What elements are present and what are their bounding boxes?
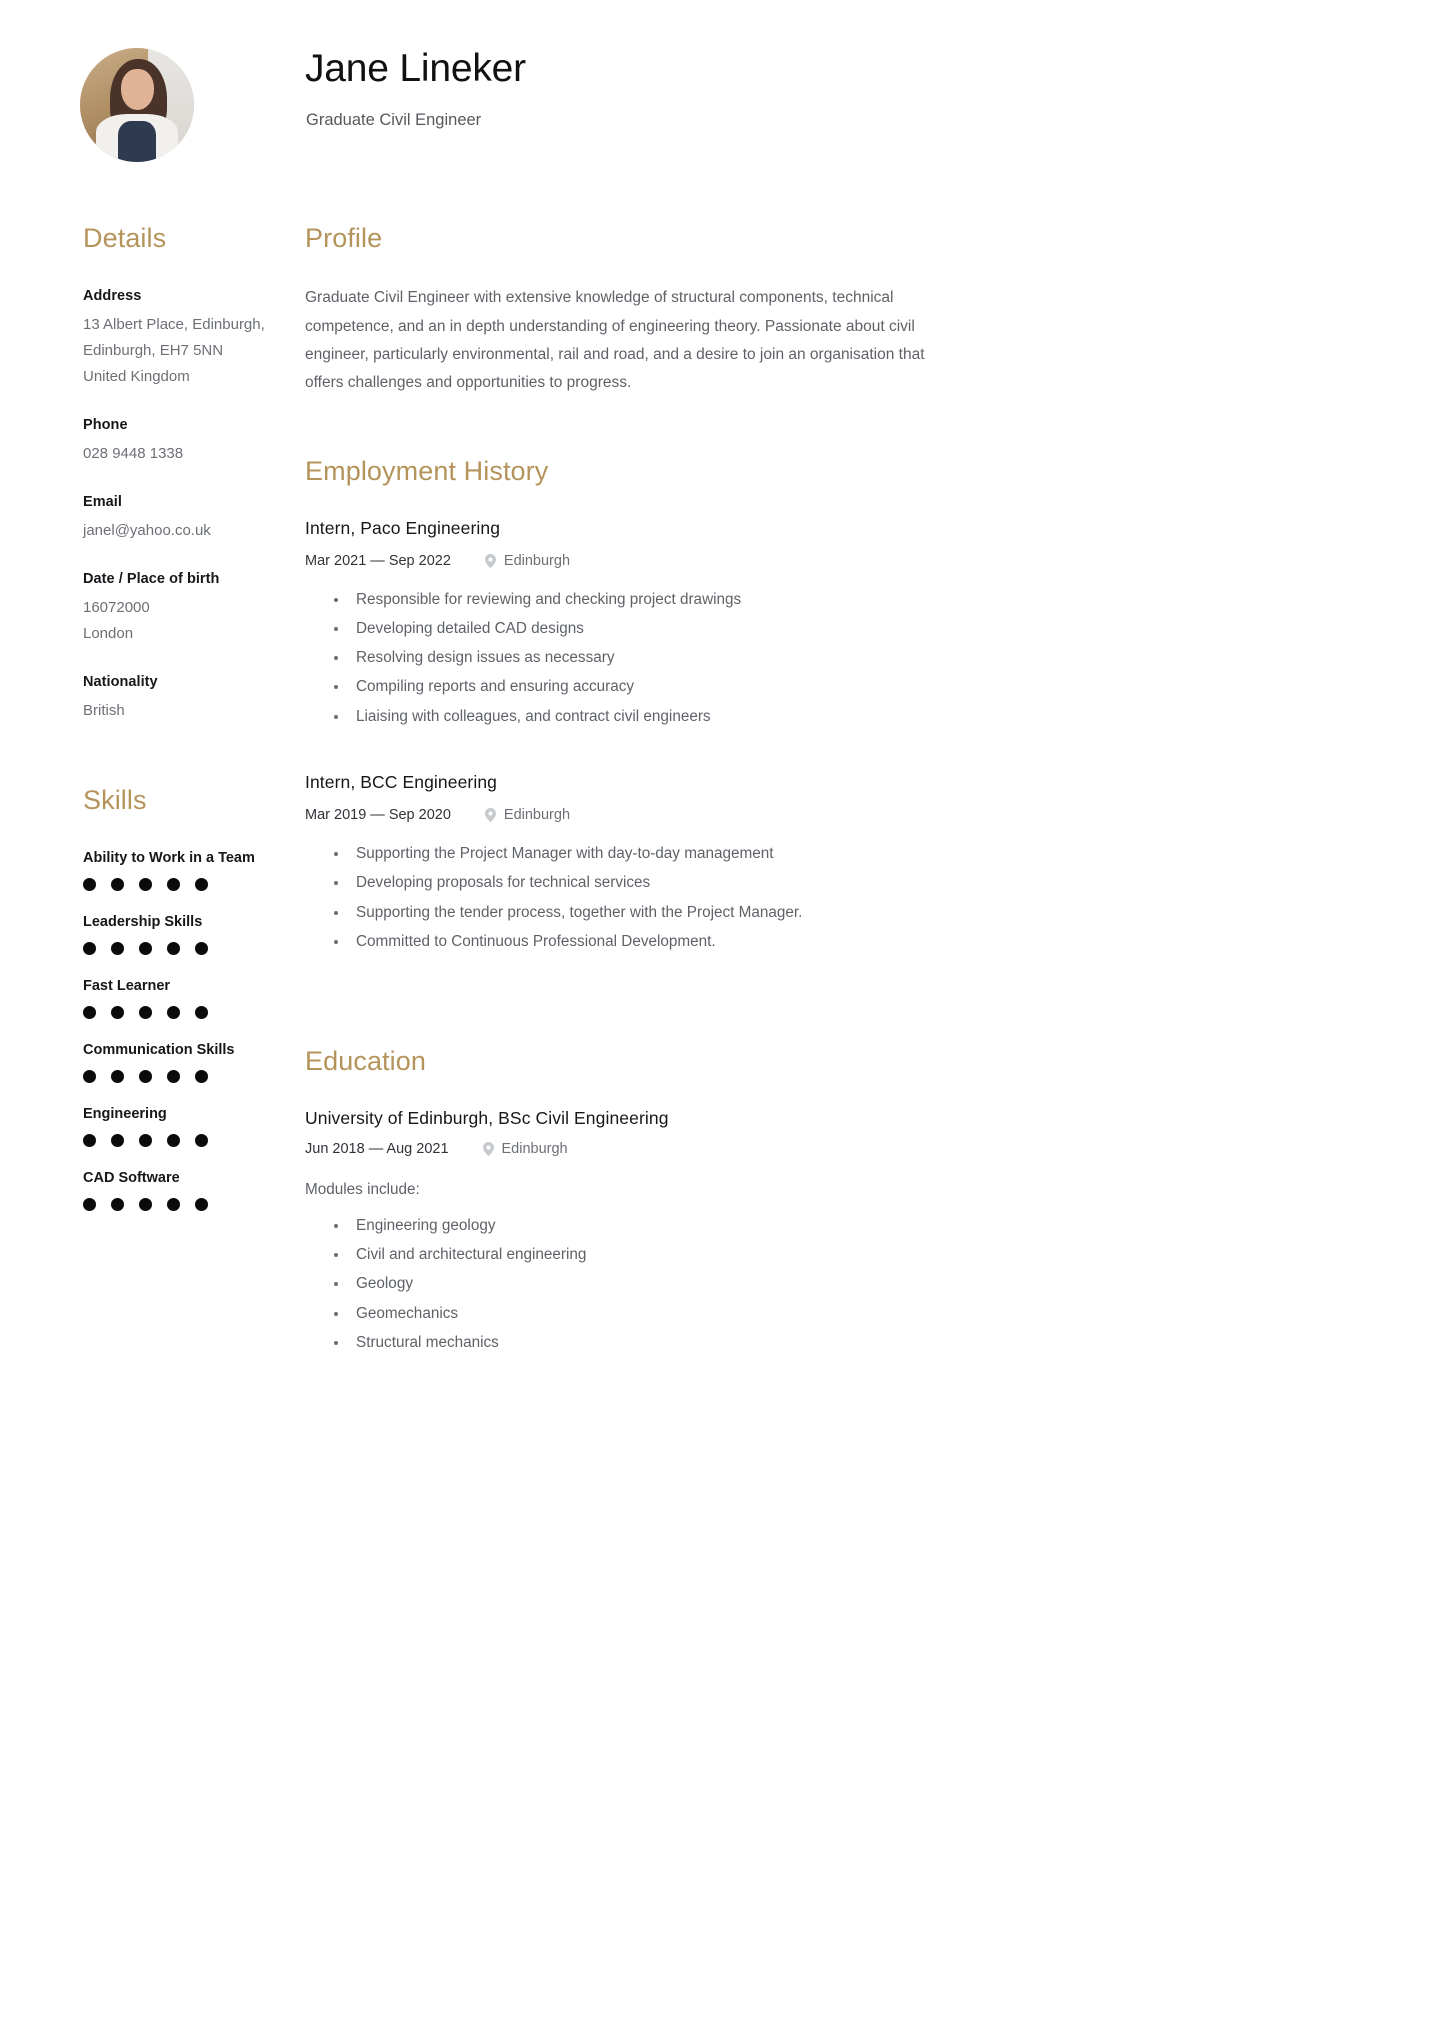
- details-list: [83, 288, 290, 724]
- resume-header: [0, 0, 1440, 162]
- entry-location-label: Edinburgh: [501, 1140, 568, 1157]
- skill-rating-dot: [195, 942, 208, 955]
- skills-section: [83, 784, 290, 1211]
- skill-rating-dot: [111, 878, 124, 891]
- skills-list: [83, 850, 290, 1211]
- skill-rating-dot: [167, 1134, 180, 1147]
- skill-rating: [83, 878, 290, 891]
- candidate-name: Jane Lineker: [305, 47, 526, 90]
- skill-rating-dot: [111, 1070, 124, 1083]
- entry-bullet: • Liaising with colleagues, and contract civil engineers: [349, 704, 1040, 730]
- skill-rating-dot: [139, 878, 152, 891]
- skill-rating-dot: [139, 1006, 152, 1019]
- skill-rating-dot: [83, 878, 96, 891]
- entry-location: [485, 553, 570, 569]
- skill-rating: [83, 1006, 290, 1019]
- entry-location: [485, 807, 570, 823]
- education-list: [300, 1108, 1040, 1356]
- skill-rating-dot: [139, 1070, 152, 1083]
- entry-location: [483, 1141, 568, 1157]
- skill-item: [83, 914, 290, 955]
- experience-entry: [305, 772, 1040, 955]
- skill-rating-dot: [167, 1198, 180, 1211]
- main-content: [300, 222, 1440, 1398]
- experience-entry: [305, 1108, 1040, 1356]
- sidebar: [0, 222, 300, 1398]
- skill-rating-dot: [195, 1198, 208, 1211]
- employment-heading: Employment History: [305, 456, 549, 487]
- skill-rating-dot: [83, 1134, 96, 1147]
- entry-title: Intern, BCC Engineering: [305, 772, 497, 793]
- skill-item: [83, 1042, 290, 1083]
- detail-label: Email: [83, 494, 122, 511]
- entry-bullet: • Supporting the tender process, together with the Project Manager.: [349, 900, 1040, 926]
- skill-rating-dot: [139, 1134, 152, 1147]
- location-pin-icon: [485, 554, 496, 568]
- entry-meta: [305, 1141, 1040, 1157]
- skill-rating-dot: [111, 1198, 124, 1211]
- location-pin-icon: [485, 808, 496, 822]
- skill-rating-dot: [139, 942, 152, 955]
- skill-rating-dot: [167, 1006, 180, 1019]
- profile-heading: Profile: [305, 223, 383, 253]
- entry-dates: Jun 2018 — Aug 2021: [305, 1140, 449, 1157]
- detail-value: 028 9448 1338: [83, 445, 184, 463]
- education-heading: Education: [305, 1046, 426, 1077]
- skill-name: Communication Skills: [83, 1042, 235, 1059]
- detail-value: 13 Albert Place, Edinburgh, Edinburgh, EH7 5NN United Kingdom: [83, 316, 265, 386]
- entry-bullet: • Structural mechanics: [349, 1330, 1040, 1356]
- entry-bullet: • Geomechanics: [349, 1301, 1040, 1327]
- skill-rating-dot: [111, 942, 124, 955]
- skill-rating-dot: [195, 1134, 208, 1147]
- entry-bullet: • Developing proposals for technical services: [349, 870, 1040, 896]
- experience-entry: [305, 518, 1040, 730]
- detail-label: Date / Place of birth: [83, 571, 220, 588]
- entry-bullet: • Geology: [349, 1271, 1040, 1297]
- detail-value: British: [83, 701, 125, 719]
- detail-block: [83, 674, 290, 724]
- profile-text: Graduate Civil Engineer with extensive knowledge of structural components, technical competence, and an in depth understanding of engineering theory. Passionate about civil engineer, particularly environmental, rail and road, and a desire to join an organisation that offers challenges and opportunities to progress.: [305, 289, 925, 391]
- entry-location-label: Edinburgh: [503, 552, 571, 569]
- skill-item: [83, 1106, 290, 1147]
- skill-item: [83, 850, 290, 891]
- detail-label: Phone: [83, 417, 128, 434]
- skill-rating: [83, 1134, 290, 1147]
- detail-value: janel@yahoo.co.uk: [83, 522, 211, 540]
- skill-rating-dot: [111, 1134, 124, 1147]
- detail-block: [83, 571, 290, 647]
- entry-dates: Mar 2021 — Sep 2022: [305, 552, 451, 569]
- details-heading: Details: [83, 223, 167, 253]
- skill-item: [83, 1170, 290, 1211]
- detail-label: Address: [83, 288, 142, 305]
- entry-bullet-list: [305, 587, 1040, 730]
- candidate-job-title: Graduate Civil Engineer: [306, 110, 482, 129]
- detail-block: [83, 288, 290, 390]
- entry-title: University of Edinburgh, BSc Civil Engineering: [305, 1107, 669, 1128]
- skill-name: Fast Learner: [83, 978, 171, 995]
- entry-dates: Mar 2019 — Sep 2020: [305, 807, 451, 824]
- detail-value: 16072000 London: [83, 599, 150, 643]
- skill-rating-dot: [83, 1198, 96, 1211]
- skill-rating-dot: [83, 1070, 96, 1083]
- entry-title: Intern, Paco Engineering: [305, 517, 501, 538]
- skill-name: CAD Software: [83, 1170, 180, 1187]
- entry-bullet: • Resolving design issues as necessary: [349, 645, 1040, 671]
- resume-body: [0, 162, 1440, 1398]
- avatar-face: [121, 69, 154, 110]
- avatar-shirt: [118, 121, 157, 162]
- location-pin-icon: [483, 1142, 494, 1156]
- skill-rating-dot: [167, 878, 180, 891]
- entry-location-label: Edinburgh: [503, 807, 571, 824]
- entry-bullet: • Supporting the Project Manager with day-to-day management: [349, 841, 1040, 867]
- detail-block: [83, 494, 290, 544]
- entry-bullet: • Committed to Continuous Professional Development.: [349, 929, 1040, 955]
- entry-bullet: • Compiling reports and ensuring accuracy: [349, 674, 1040, 700]
- detail-block: [83, 417, 290, 467]
- skill-rating-dot: [167, 942, 180, 955]
- skill-rating-dot: [111, 1006, 124, 1019]
- entry-bullet-list: [305, 1213, 1040, 1356]
- skill-rating-dot: [139, 1198, 152, 1211]
- skill-name: Leadership Skills: [83, 914, 203, 931]
- skill-rating-dot: [83, 1006, 96, 1019]
- skill-rating: [83, 942, 290, 955]
- modules-lead-text: Modules include:: [305, 1180, 420, 1198]
- entry-bullet: • Engineering geology: [349, 1213, 1040, 1239]
- skill-item: [83, 978, 290, 1019]
- skill-rating: [83, 1070, 290, 1083]
- avatar: [80, 48, 194, 162]
- skill-name: Ability to Work in a Team: [83, 850, 255, 867]
- entry-meta: [305, 807, 1040, 823]
- skill-name: Engineering: [83, 1106, 167, 1123]
- skill-rating-dot: [195, 1070, 208, 1083]
- skill-rating-dot: [167, 1070, 180, 1083]
- entry-meta: [305, 553, 1040, 569]
- skill-rating-dot: [83, 942, 96, 955]
- skill-rating-dot: [195, 1006, 208, 1019]
- skills-heading: Skills: [83, 784, 147, 815]
- photo-column: [0, 48, 300, 162]
- detail-label: Nationality: [83, 673, 158, 690]
- skill-rating-dot: [195, 878, 208, 891]
- entry-bullet: • Civil and architectural engineering: [349, 1242, 1040, 1268]
- entry-bullet-list: [305, 841, 1040, 955]
- entry-bullet: • Responsible for reviewing and checking project drawings: [349, 587, 1040, 613]
- entry-bullet: • Developing detailed CAD designs: [349, 616, 1040, 642]
- employment-list: [300, 518, 1040, 956]
- skill-rating: [83, 1198, 290, 1211]
- name-column: [300, 48, 1440, 130]
